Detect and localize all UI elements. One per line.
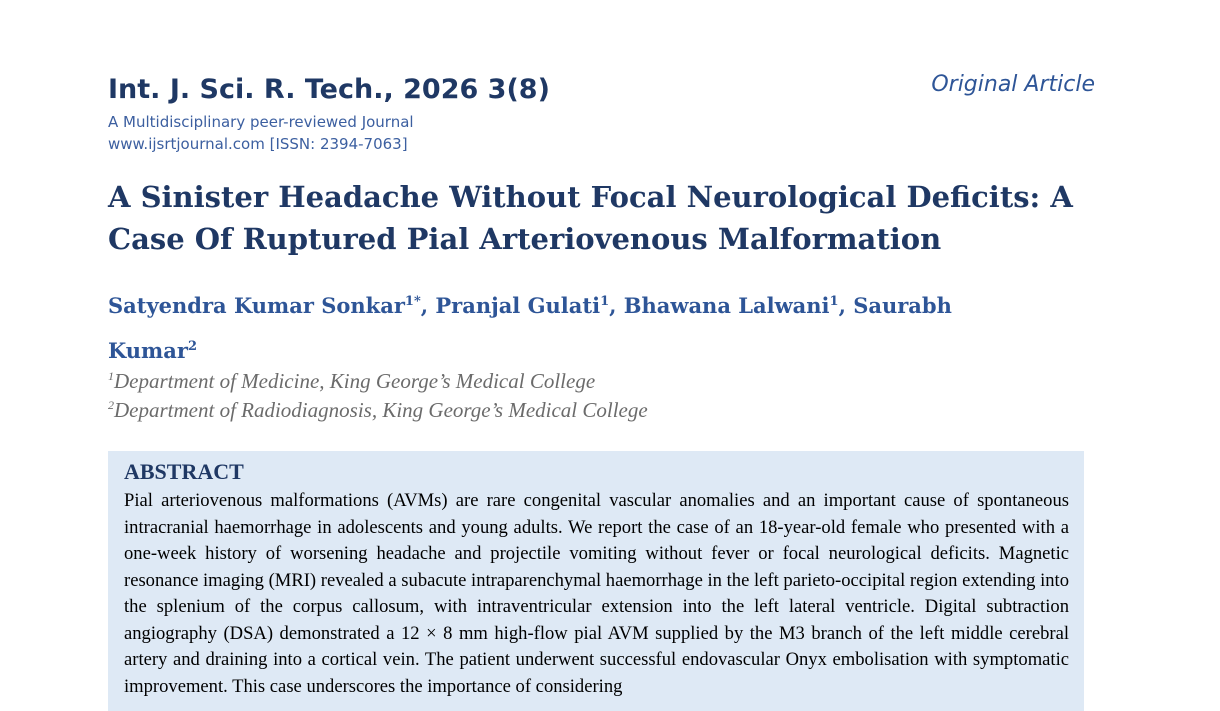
journal-title: Int. J. Sci. R. Tech., 2026 3(8) (108, 74, 550, 105)
author-name: Saurabh Kumar (108, 293, 952, 363)
affiliation-number: 1 (108, 369, 114, 383)
author-affiliation-marker: 1* (404, 294, 421, 309)
author-affiliation-marker: 1 (829, 294, 839, 309)
author-list (108, 281, 1028, 371)
abstract-body: Pial arteriovenous malformations (AVMs) are rare congenital vascular anomalies and an important cause of spontaneous intracranial haemorrhage in adolescents and young adults. We report the case of an 18-year-old female who presented with a one-week history of worsening headache and projectile vomiting without fever or focal neurological deficits. Magnetic resonance imaging (MRI) revealed a subacute intraparenchymal haemorrhage in the left parieto-occipital region extending into the splenium of the corpus callosum, with intraventricular extension into the left lateral ventricle. Digital subtraction angiography (DSA) demonstrated a 12 × 8 mm high-flow pial AVM supplied by the M3 branch of the left middle cerebral artery and draining into a cortical vein. The patient underwent successful endovascular Onyx embolisation with symptomatic improvement. This case underscores the importance of considering (124, 490, 1069, 697)
journal-website-issn: www.ijsrtjournal.com [ISSN: 2394-7063] (108, 135, 408, 153)
author-affiliation-marker: 2 (187, 339, 197, 354)
author-name: Satyendra Kumar Sonkar (108, 293, 405, 318)
author-separator: , (838, 293, 854, 318)
affiliation-line (108, 369, 595, 394)
paper-title: A Sinister Headache Without Focal Neurological Deficits: A Case Of Ruptured Pial Arteriovenous Malformation (108, 180, 1073, 256)
affiliation-text: Department of Medicine, King George’s Medical College (114, 369, 596, 393)
author-separator: , (420, 293, 436, 318)
affiliation-number: 2 (108, 398, 114, 412)
affiliation-text: Department of Radiodiagnosis, King George’s Medical College (114, 398, 648, 422)
author-name: Bhawana Lalwani (623, 293, 830, 318)
journal-tagline: A Multidisciplinary peer-reviewed Journal (108, 113, 414, 131)
author-affiliation-marker: 1 (600, 294, 610, 309)
abstract-heading: ABSTRACT (124, 459, 244, 484)
abstract-box (108, 451, 1084, 711)
author-name: Pranjal Gulati (435, 293, 601, 318)
author-separator: , (609, 293, 624, 318)
affiliation-line (108, 398, 648, 423)
article-type-label: Original Article (931, 72, 1095, 97)
